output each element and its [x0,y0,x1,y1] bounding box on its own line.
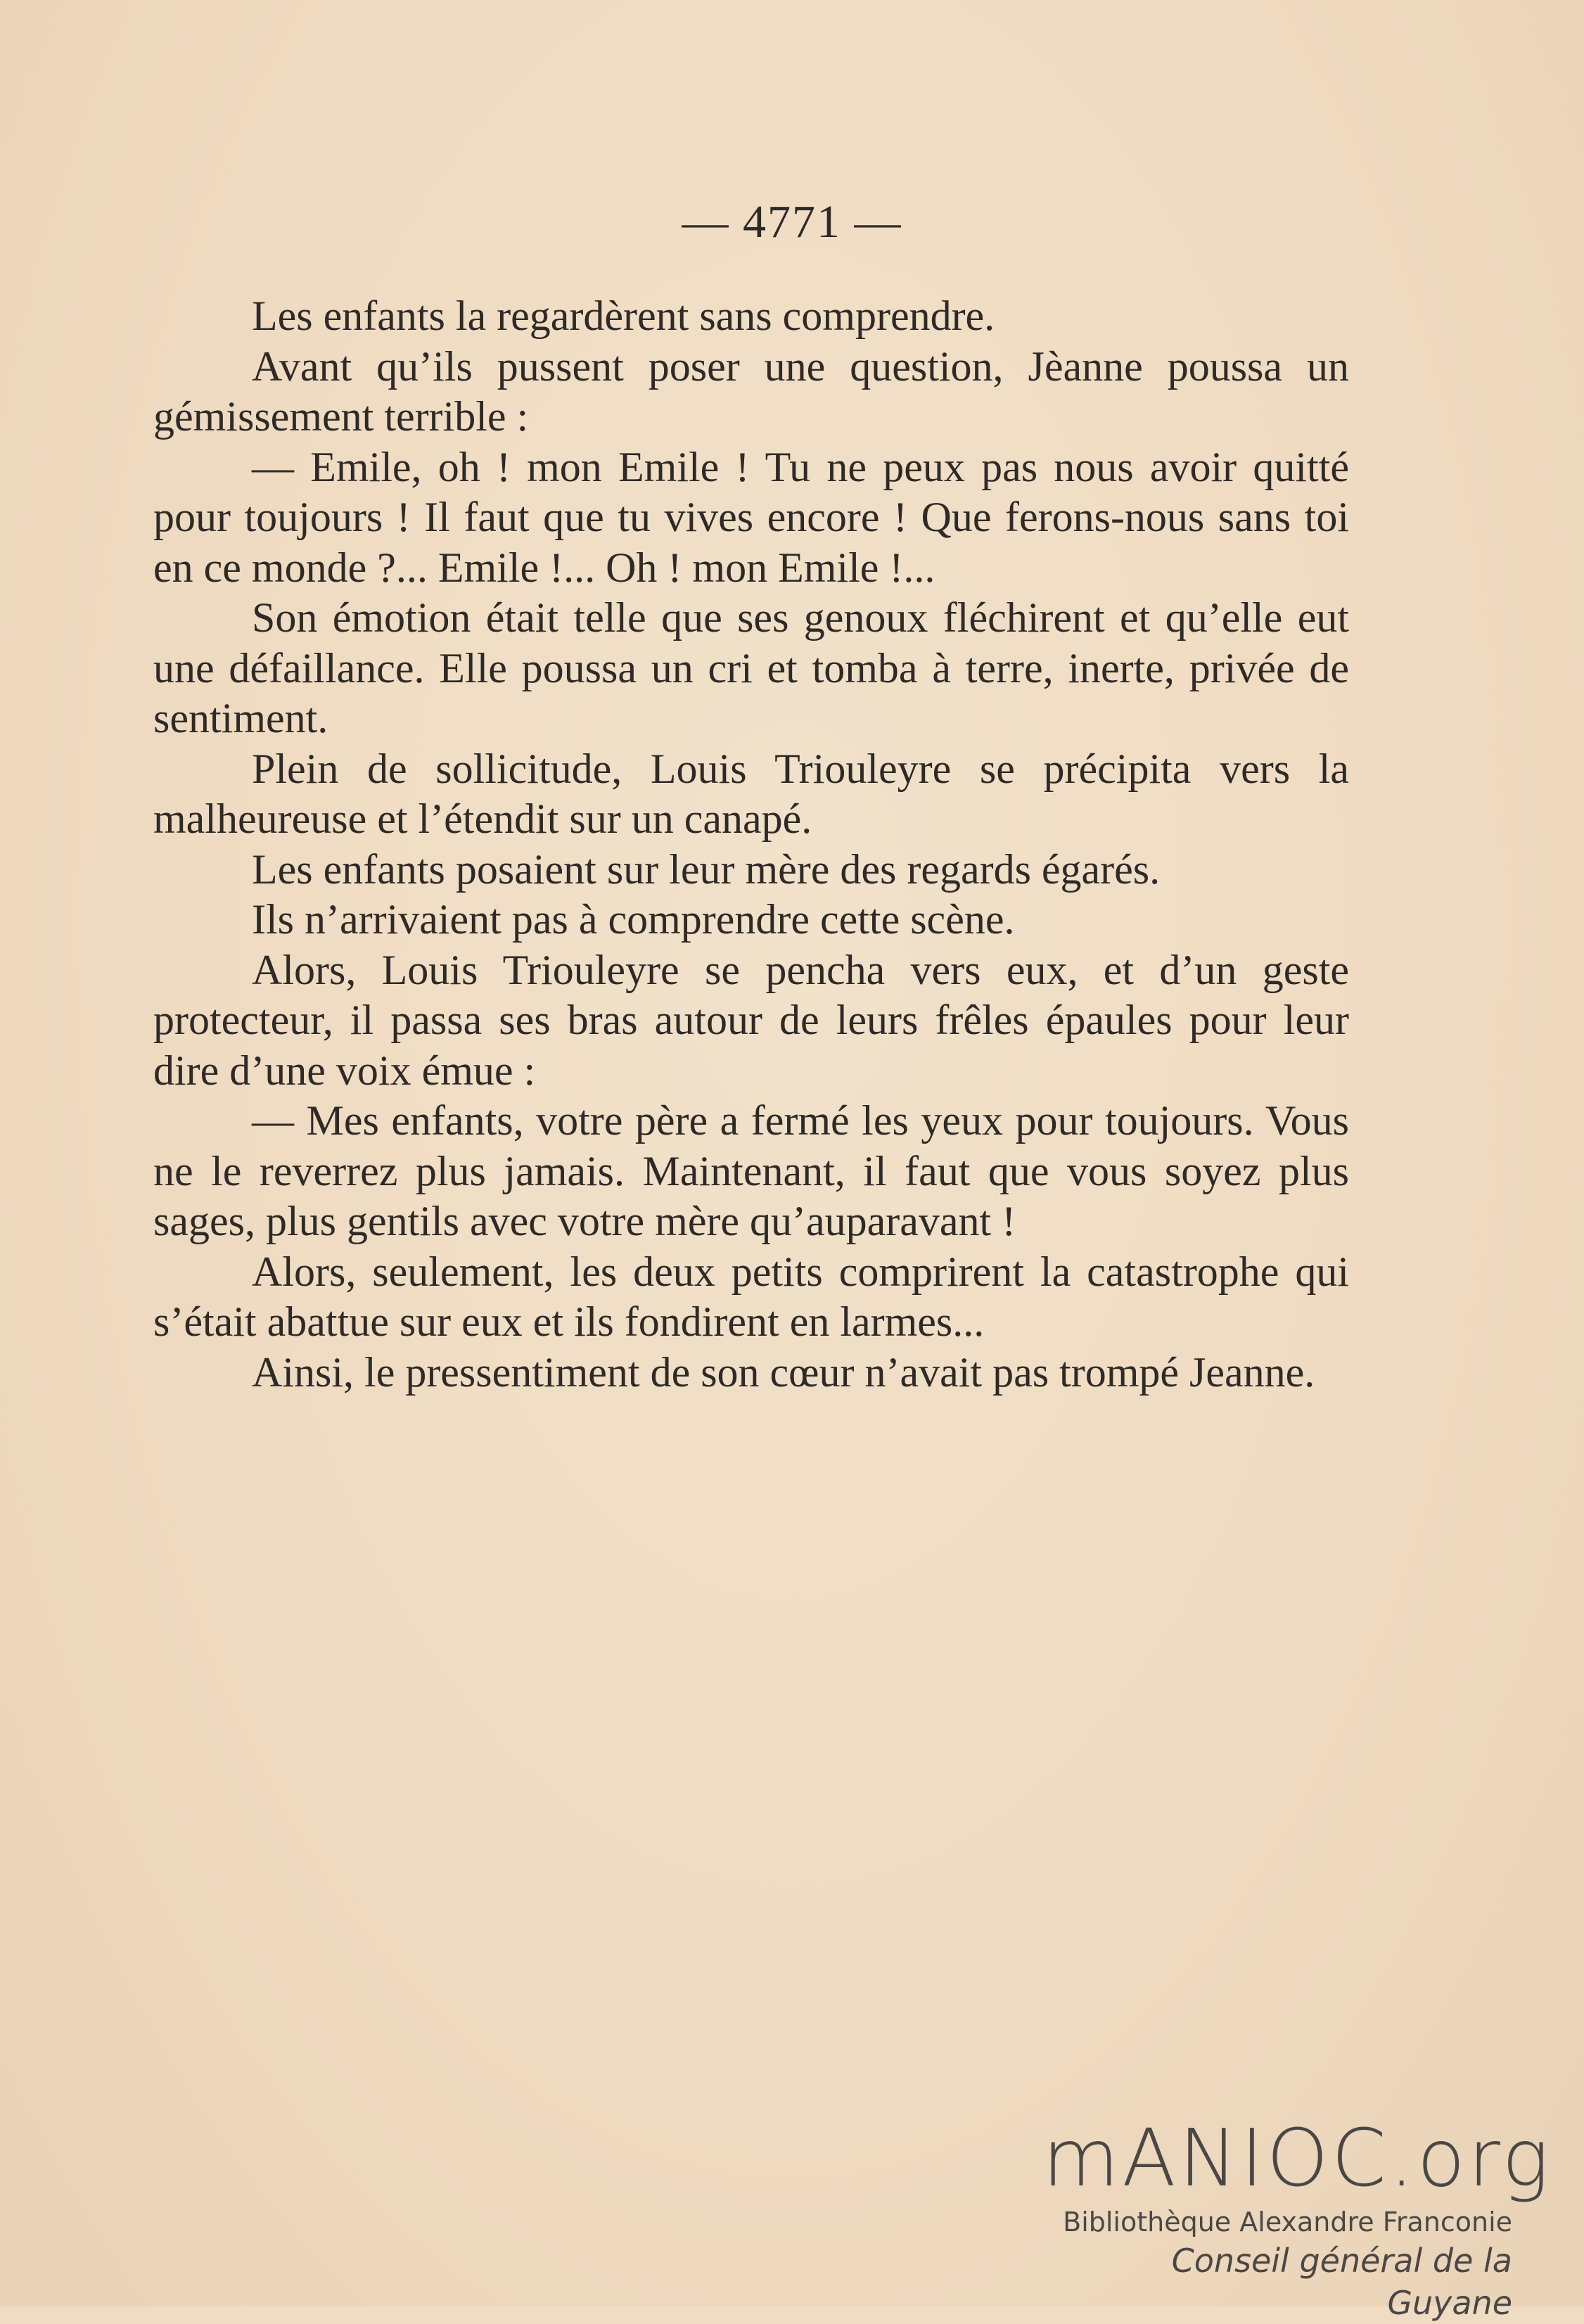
paragraph: — Emile, oh ! mon Emile ! Tu ne peux pas nous avoir quitté pour toujours ! Il faut que tu vives encore ! Que ferons-nous sans toi en ce monde ?... Emile !... Oh ! mon Emile !... [153,443,1349,591]
paragraph: Ainsi, le pressentiment de son cœur n’avait pas trompé Jeanne. [252,1348,1315,1396]
manioc-branding [1042,2113,1552,2324]
body-text [153,291,1349,1398]
paragraph: Son émotion était telle que ses genoux fléchirent et qu’elle eut une défaillance. Elle poussa un cri et tomba à terre, inerte, privée de sentiment. [153,594,1349,741]
manioc-logo: mANIOC.org [1042,2113,1552,2204]
council-name: Conseil général de la Guyane [1171,2242,1512,2322]
paragraph: Les enfants la regardèrent sans comprendre. [252,293,995,339]
paragraph: Avant qu’ils pussent poser une question, Jèanne poussa un gémissement terrible : [153,343,1349,440]
library-name: Bibliothèque Alexandre Franconie [1063,2207,1512,2237]
paragraph: Alors, seulement, les deux petits comprirent la catastrophe qui s’était abattue sur eux et ils fondirent en larmes... [153,1248,1349,1345]
paragraph: Plein de sollicitude, Louis Triouleyre se précipita vers la malheureuse et l’étendit sur un canapé. [153,745,1349,842]
paragraph: Les enfants posaient sur leur mère des regards égarés. [252,845,1161,893]
paragraph: Alors, Louis Triouleyre se pencha vers eux, et d’un geste protecteur, il passa ses bras autour de leurs frêles épaules pour leur dire d’une voix émue : [153,946,1349,1094]
paragraph: — Mes enfants, votre père a fermé les yeux pour toujours. Vous ne le reverrez plus jamais. Maintenant, il faut que vous soyez plus sages, plus gentils avec votre mère qu’auparavant ! [153,1097,1349,1244]
paragraph: Ils n’arrivaient pas à comprendre cette scène. [252,896,1015,943]
page-number: — 4771 — [682,196,902,248]
